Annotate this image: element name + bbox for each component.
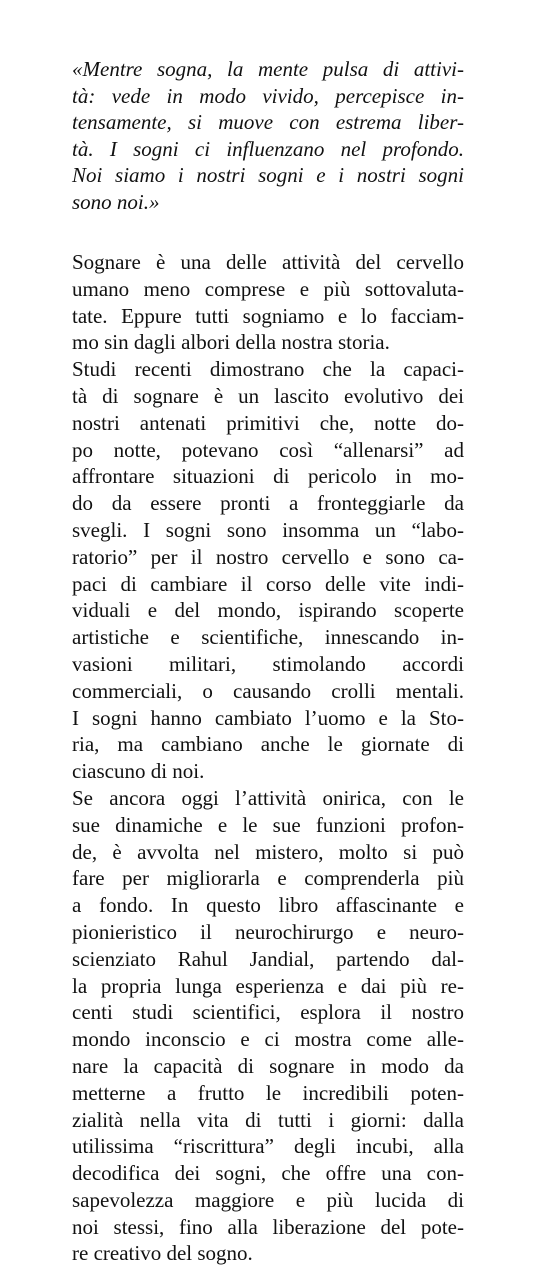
text-line: centi studi scientifici, esplora il nostro (72, 1000, 464, 1025)
text-line: po notte, potevano così “allenarsi” ad (72, 437, 464, 462)
text-line: zialità nella vita di tutti i giorni: dalla (72, 1107, 464, 1132)
text-line: utilissima “riscrittura” degli incubi, alla (72, 1134, 464, 1159)
spacer (72, 215, 464, 249)
text-line: pionieristico il neurochirurgo e neuro- (72, 919, 464, 944)
text-line: sue dinamiche e le sue funzioni profon- (72, 812, 464, 837)
text-line: metterne a frutto le incredibili poten- (72, 1080, 464, 1105)
text-line: scienziato Rahul Jandial, partendo dal- (72, 946, 464, 971)
epigraph-quote (72, 56, 464, 215)
text-line: mondo inconscio e ci mostra come alle- (72, 1027, 464, 1052)
text-line: nostri antenati primitivi che, notte do- (72, 410, 464, 435)
text-line: tate. Eppure tutti sogniamo e lo facciam- (72, 303, 464, 328)
blurb-body (72, 249, 464, 1267)
text-line: Sognare è una delle attività del cervello (72, 250, 464, 274)
text-line: do da essere pronti a fronteggiarle da (72, 491, 464, 516)
text-line: Se ancora oggi l’attività onirica, con le (72, 785, 464, 810)
text-line: vasioni militari, stimolando accordi (72, 651, 464, 676)
quote-line: sono noi.» (72, 189, 160, 214)
text-line: ratorio” per il nostro cervello e sono ca- (72, 544, 464, 569)
text-line: ria, ma cambiano anche le giornate di (72, 732, 464, 757)
text-line: affrontare situazioni di pericolo in mo- (72, 464, 464, 489)
text-line: commerciali, o causando crolli mentali. (72, 678, 464, 703)
text-line: viduali e del mondo, ispirando scoperte (72, 598, 464, 623)
text-line: fare per migliorarla e comprenderla più (72, 866, 464, 891)
paragraph (72, 356, 464, 785)
text-line: noi stessi, fino alla liberazione del pote- (72, 1214, 464, 1239)
text-line: decodifica dei sogni, che offre una con- (72, 1161, 464, 1186)
quote-line: tà. I sogni ci influenzano nel profondo. (72, 136, 464, 161)
text-line: a fondo. In questo libro affascinante e (72, 893, 464, 918)
text-line: artistiche e scientifiche, innescando in- (72, 625, 464, 650)
text-line: la propria lunga esperienza e dai più re- (72, 973, 464, 998)
text-line: sapevolezza maggiore e più lucida di (72, 1187, 464, 1212)
text-line: tà di sognare è un lascito evolutivo dei (72, 383, 464, 408)
quote-line: tà: vede in modo vivido, percepisce in- (72, 83, 464, 108)
text-line: paci di cambiare il corso delle vite indi- (72, 571, 464, 596)
quote-line: Noi siamo i nostri sogni e i nostri sogni (72, 163, 464, 187)
text-line: I sogni hanno cambiato l’uomo e la Sto- (72, 705, 464, 730)
text-line: nare la capacità di sognare in modo da (72, 1053, 464, 1078)
paragraph (72, 785, 464, 1267)
paragraph (72, 249, 464, 356)
text-line: ciascuno di noi. (72, 759, 205, 784)
text-line: Studi recenti dimostrano che la capaci- (72, 357, 464, 382)
text-line: umano meno comprese e più sottovaluta- (72, 276, 464, 301)
quote-line: tensamente, si muove con estrema liber- (72, 110, 464, 134)
text-line: mo sin dagli albori della nostra storia. (72, 330, 390, 355)
quote-line: «Mentre sogna, la mente pulsa di attivi- (72, 57, 464, 81)
text-line: de, è avvolta nel mistero, molto si può (72, 839, 464, 864)
text-line: re creativo del sogno. (72, 1241, 253, 1266)
text-line: svegli. I sogni sono insomma un “labo- (72, 517, 464, 542)
